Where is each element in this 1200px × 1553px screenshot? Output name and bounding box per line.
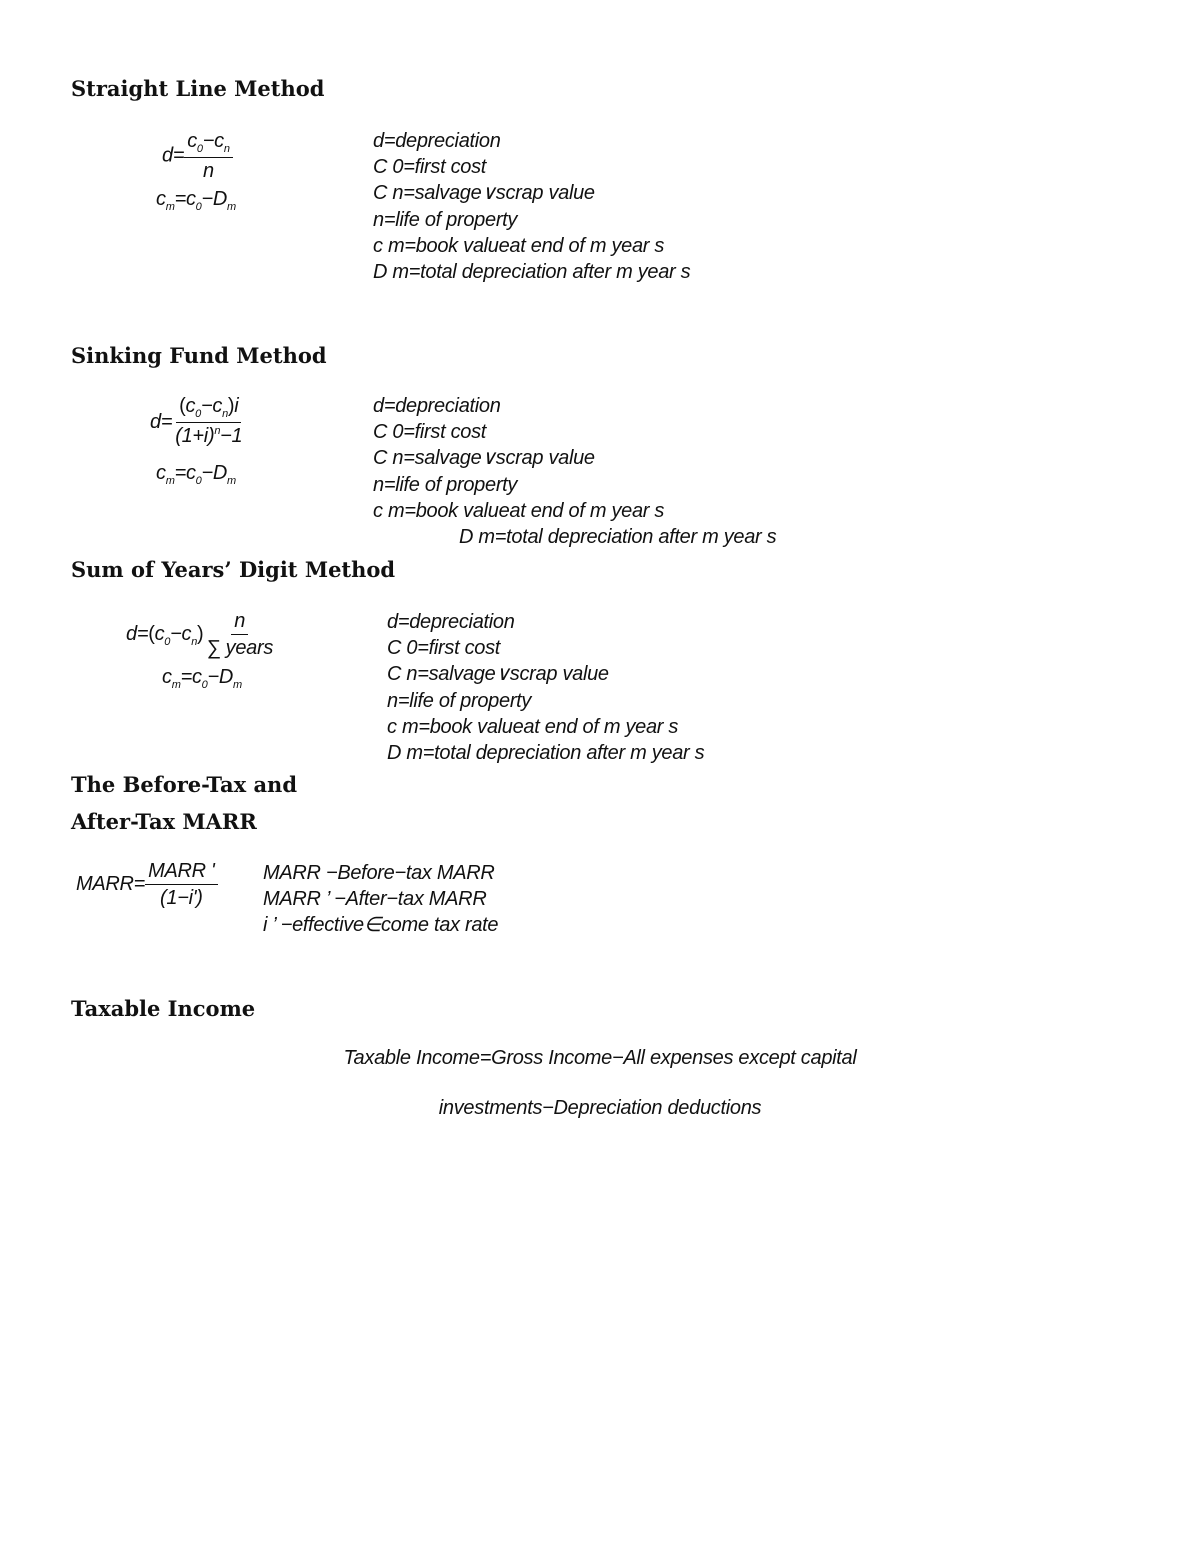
- definition-item: C n=salvage∨scrap value: [373, 182, 595, 205]
- marr-formula: [76, 860, 218, 909]
- close-paren: ): [197, 622, 204, 645]
- formula-d-eq: d=: [162, 144, 185, 167]
- marr-definitions: [263, 860, 498, 939]
- subscript-m: m: [165, 201, 175, 213]
- symbol-c: c: [185, 188, 196, 210]
- heading-sinking-fund: Sinking Fund Method: [71, 343, 327, 368]
- open-paren: (: [148, 622, 155, 645]
- subscript-0: 0: [164, 635, 171, 648]
- sum-years-cm-formula: [162, 666, 242, 689]
- subscript-n: n: [222, 408, 228, 420]
- equals-sign: =: [174, 462, 186, 484]
- minus-sign: −: [201, 395, 213, 417]
- definition-item: c m=book valueat end of m year s: [373, 499, 665, 522]
- heading-sum-of-years: Sum of Years’ Digit Method: [71, 557, 396, 582]
- minus-sign: −: [201, 462, 213, 484]
- heading-straight-line: Straight Line Method: [71, 76, 325, 101]
- close-paren: ): [227, 395, 235, 417]
- symbol-c: c: [191, 666, 202, 688]
- fraction: [203, 610, 276, 659]
- superscript-n: n: [214, 425, 221, 437]
- straight-line-cm-formula: [156, 188, 236, 211]
- fraction: [145, 860, 217, 909]
- definition-item: d=depreciation: [373, 130, 501, 152]
- definition-item: c m=book valueat end of m year s: [387, 715, 679, 738]
- symbol-c: c: [181, 622, 192, 645]
- equals-sign: =: [180, 666, 192, 688]
- symbol-c: c: [185, 395, 196, 417]
- symbol-c: c: [187, 130, 197, 152]
- subscript-0: 0: [195, 475, 202, 487]
- definition-item: C n=salvage∨scrap value: [387, 663, 609, 686]
- taxable-income-formula-line2: investments−Depreciation deductions: [438, 1097, 762, 1119]
- symbol-i: i: [203, 425, 208, 447]
- taxable-income-formula-line1: Taxable Income=Gross Income−All expenses except capital: [343, 1047, 857, 1069]
- open-paren: (: [179, 395, 186, 417]
- symbol-D: D: [212, 188, 228, 210]
- minus-sign: −: [207, 666, 219, 688]
- sum-years-d-formula: [126, 610, 276, 659]
- symbol-c: c: [162, 666, 172, 688]
- straight-line-d-formula: [162, 130, 233, 182]
- sinking-fund-cm-formula: [156, 462, 236, 485]
- definition-item: d=depreciation: [373, 395, 501, 417]
- subscript-m: m: [227, 201, 236, 213]
- subscript-m: m: [233, 679, 242, 691]
- sinking-fund-definitions: [373, 393, 776, 550]
- definition-item: MARR ’ −After−tax MARR: [263, 888, 487, 911]
- symbol-c: c: [156, 188, 166, 210]
- close-paren: ): [207, 425, 215, 447]
- subscript-0: 0: [201, 679, 208, 691]
- minus-sign: −: [202, 130, 215, 152]
- subscript-0: 0: [196, 143, 203, 155]
- definition-item: d=depreciation: [387, 611, 515, 633]
- fraction: [184, 130, 232, 182]
- symbol-c: c: [214, 130, 224, 152]
- subscript-0: 0: [195, 201, 202, 213]
- definition-item: C n=salvage∨scrap value: [373, 447, 595, 470]
- fraction-numerator: MARR ': [145, 860, 217, 885]
- straight-line-definitions: [373, 128, 690, 285]
- subscript-n: n: [191, 635, 198, 648]
- fraction-denominator: (1−i'): [160, 887, 203, 909]
- heading-marr-line1: The Before-Tax and: [71, 772, 297, 797]
- sinking-fund-d-formula: [150, 395, 245, 450]
- formula-d-eq: d=: [150, 410, 173, 433]
- symbol-i: i: [234, 395, 239, 417]
- definition-item: D m=total depreciation after m year s: [459, 525, 777, 548]
- definition-item: C 0=first cost: [373, 156, 487, 179]
- subscript-m: m: [171, 679, 181, 691]
- symbol-c: c: [154, 622, 165, 645]
- symbol-c: c: [212, 395, 223, 417]
- heading-taxable-income: Taxable Income: [71, 996, 256, 1021]
- definition-item: n=life of property: [373, 473, 518, 496]
- fraction-numerator: [184, 130, 232, 158]
- subscript-n: n: [223, 143, 230, 155]
- fraction-denominator: [172, 423, 245, 450]
- minus-sign: −: [170, 622, 182, 645]
- symbol-c: c: [185, 462, 196, 484]
- fraction-numerator: [176, 395, 241, 423]
- symbol-c: c: [156, 462, 166, 484]
- definition-item: D m=total depreciation after m year s: [373, 260, 691, 283]
- definition-item: C 0=first cost: [373, 421, 487, 444]
- fraction-denominator: n: [203, 160, 214, 182]
- subscript-m: m: [165, 475, 175, 487]
- definition-item: C 0=first cost: [387, 637, 501, 660]
- definition-item: MARR −Before−tax MARR: [263, 862, 495, 884]
- formula-d-eq: d=: [126, 622, 149, 645]
- definition-item: c m=book valueat end of m year s: [373, 234, 665, 257]
- one-plus-i: (1+: [175, 425, 204, 447]
- definition-item: n=life of property: [387, 689, 532, 712]
- sum-years-definitions: [387, 609, 704, 766]
- symbol-D: D: [212, 462, 228, 484]
- definition-item: n=life of property: [373, 208, 518, 231]
- fraction: [172, 395, 245, 450]
- heading-marr-line2: After-Tax MARR: [71, 809, 257, 834]
- definition-item: D m=total depreciation after m year s: [387, 741, 705, 764]
- symbol-D: D: [218, 666, 234, 688]
- equals-sign: =: [174, 188, 186, 210]
- minus-one: −1: [220, 425, 243, 447]
- formula-marr-lhs: MARR=: [76, 872, 146, 895]
- fraction-numerator: n: [231, 610, 248, 635]
- subscript-0: 0: [195, 408, 201, 420]
- fraction-denominator: ∑ years: [206, 637, 274, 659]
- definition-item: i ’ −effective∈come tax rate: [263, 914, 499, 937]
- minus-sign: −: [201, 188, 213, 210]
- subscript-m: m: [227, 475, 236, 487]
